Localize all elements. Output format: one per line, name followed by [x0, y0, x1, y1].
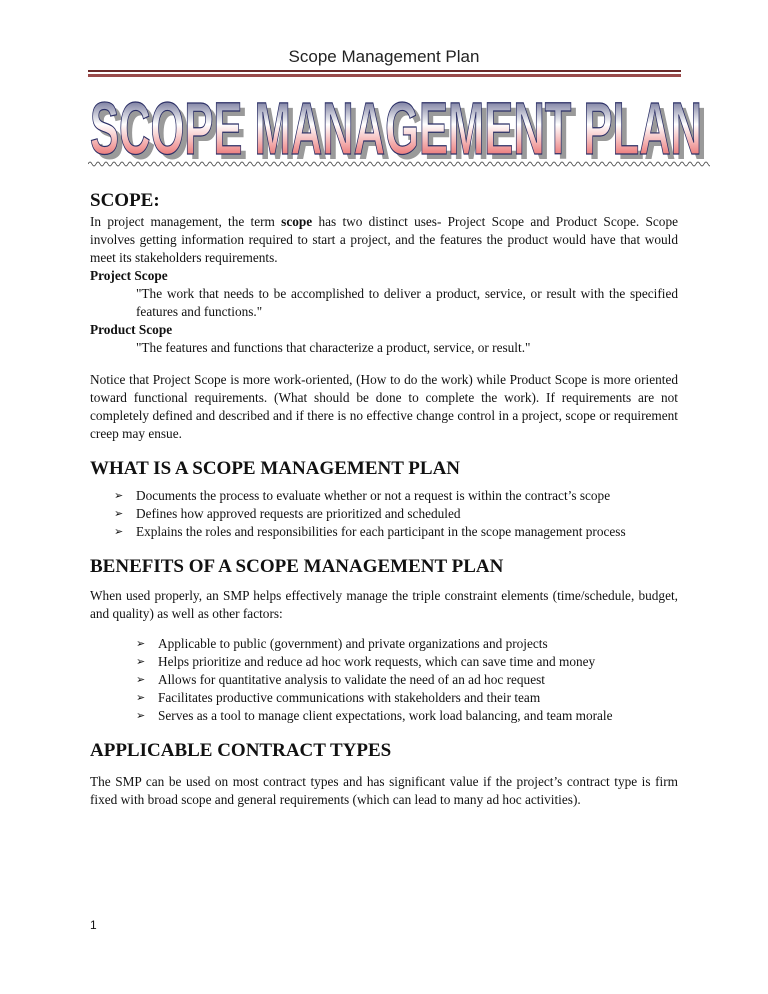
arrow-bullet-icon: ➢ [136, 656, 146, 668]
project-scope-quote: "The work that needs to be accomplished to deliver a product, service, or result with the specified features and functions." [136, 286, 678, 319]
banner-text: SCOPE MANAGEMENT PLAN [90, 87, 702, 164]
list-item: ➢ Helps prioritize and reduce ad hoc work requests, which can save time and money [136, 654, 596, 669]
arrow-bullet-icon: ➢ [136, 674, 146, 686]
arrow-bullet-icon: ➢ [136, 638, 146, 650]
benefits-list [90, 635, 678, 725]
scope-notice: Notice that Project Scope is more work-oriented, (How to do the work) while Product Scope is more oriented toward functional requirements. (What should be done to complete the work). If requirements are not completely defined and described and if there is no effective change control in a project, scope or requirement creep may ensue. [90, 372, 678, 441]
section-heading-benefits: BENEFITS OF A SCOPE MANAGEMENT PLAN [90, 556, 504, 577]
list-item: ➢ Allows for quantitative analysis to validate the need of an ad hoc request [136, 672, 545, 687]
list-item: ➢ Facilitates productive communications with stakeholders and their team [136, 690, 541, 705]
document-body [90, 189, 678, 809]
list-item: ➢ Defines how approved requests are prioritized and scheduled [114, 506, 461, 521]
list-item: ➢ Explains the roles and responsibilities for each participant in the scope management process [114, 524, 626, 539]
contract-text: The SMP can be used on most contract types and has significant value if the project’s contract type is firm fixed with broad scope and general requirements (which can lead to many ad hoc activities). [90, 774, 678, 807]
product-scope-label: Product Scope [90, 322, 173, 337]
what-is-list [90, 487, 678, 541]
header-rule-thick [88, 74, 681, 77]
section-heading-what-is: WHAT IS A SCOPE MANAGEMENT PLAN [90, 458, 461, 479]
arrow-bullet-icon: ➢ [136, 692, 146, 704]
list-item: ➢ Serves as a tool to manage client expectations, work load balancing, and team morale [136, 708, 613, 723]
arrow-bullet-icon: ➢ [114, 508, 124, 520]
section-heading-contract: APPLICABLE CONTRACT TYPES [90, 740, 392, 761]
banner-shadow-text: SCOPE MANAGEMENT PLAN [95, 92, 707, 164]
header-rule [88, 70, 681, 72]
list-item: ➢ Applicable to public (government) and private organizations and projects [136, 636, 548, 651]
title-banner [88, 84, 710, 164]
section-heading-scope: SCOPE: [90, 190, 160, 211]
arrow-bullet-icon: ➢ [114, 490, 124, 502]
project-scope-label: Project Scope [90, 268, 168, 283]
arrow-bullet-icon: ➢ [136, 710, 146, 722]
arrow-bullet-icon: ➢ [114, 526, 124, 538]
list-item: ➢ Documents the process to evaluate whether or not a request is within the contract’s scope [114, 488, 611, 503]
wavy-divider [88, 160, 710, 168]
scope-intro: In project management, the term scope has two distinct uses- Project Scope and Product Scope. Scope involves getting information required to start a project, and the features the product would have that would meet its stakeholders requirements. [90, 214, 678, 265]
page-number: 1 [90, 918, 97, 932]
product-scope-quote: "The features and functions that characterize a product, service, or result." [136, 340, 531, 355]
benefits-intro: When used properly, an SMP helps effectively manage the triple constraint elements (time/schedule, budget, and quality) as well as other factors: [90, 588, 678, 621]
page-header: Scope Management Plan [288, 47, 480, 66]
